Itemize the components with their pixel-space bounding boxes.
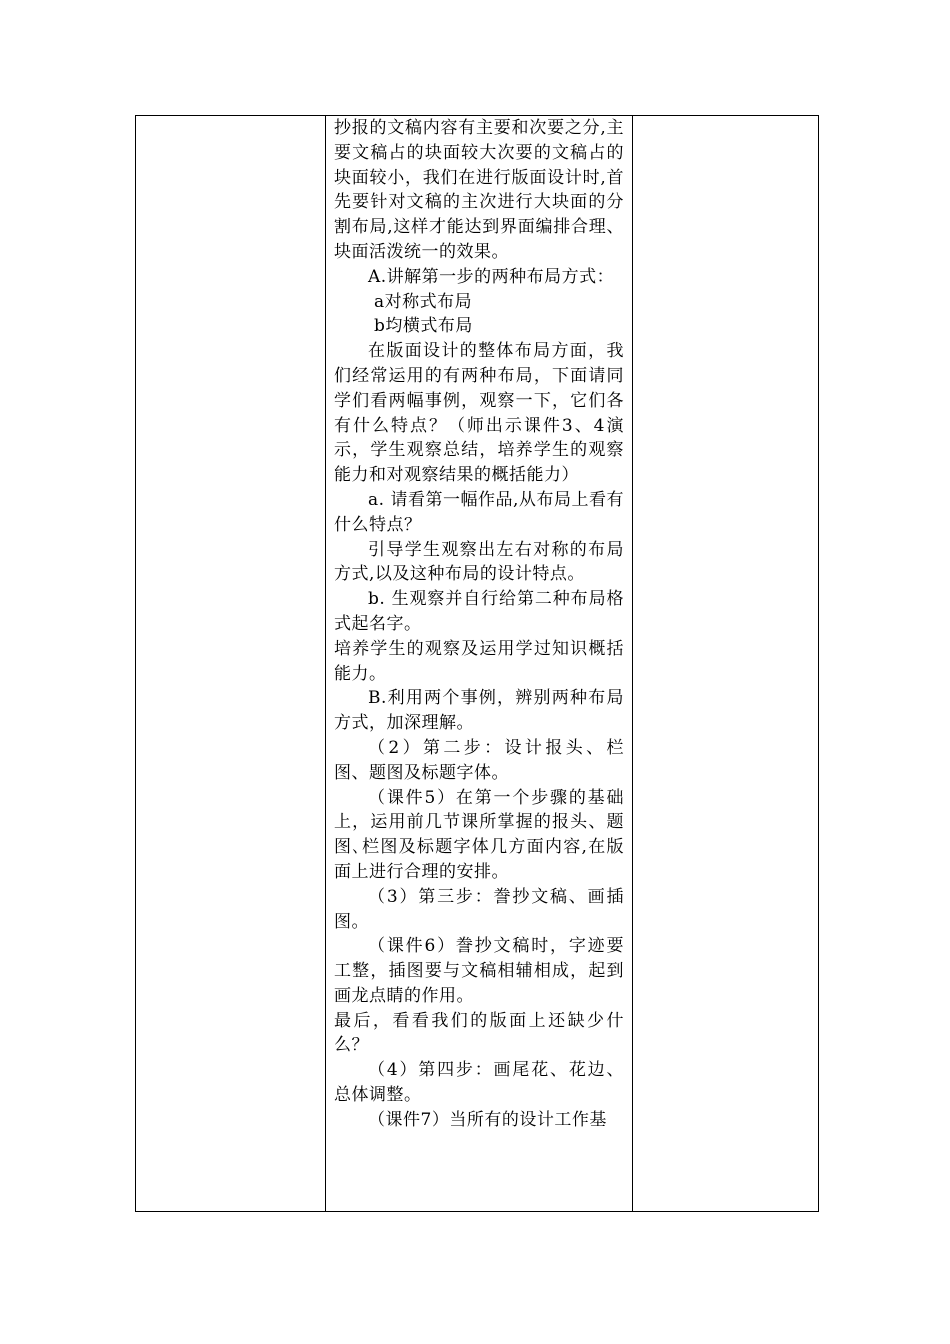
paragraph: （课件6）誊抄文稿时，字迹要工整，插图要与文稿相辅相成，起到画龙点睛的作用。 xyxy=(334,936,624,1006)
paragraph: b均横式布局 xyxy=(374,316,473,337)
paragraph: （2）第二步：设计报头、栏图、题图及标题字体。 xyxy=(334,737,624,783)
paragraph: （课件5）在第一个步骤的基础上，运用前几节课所掌握的报头、题图､栏图及标题字体几方面内容,在版面上进行合理的安排。 xyxy=(334,787,624,882)
left-column-cell xyxy=(136,116,326,1212)
paragraph: 引导学生观察出左右对称的布局方式,以及这种布局的设计特点。 xyxy=(334,539,624,585)
paragraph: B.利用两个事例，辨别两种布局方式，加深理解。 xyxy=(334,688,624,734)
table-row xyxy=(136,116,819,1212)
paragraph: （课件7）当所有的设计工作基 xyxy=(368,1109,607,1130)
lesson-table xyxy=(135,115,819,1212)
paragraph: 抄报的文稿内容有主要和次要之分,主要文稿占的块面较大次要的文稿占的块面较小，我们在进行版面设计时,首先要针对文稿的主次进行大块面的分割布局,这样才能达到界面编排合理、块面活泼统一的效果。 xyxy=(334,118,624,262)
paragraph: 培养学生的观察及运用学过知识概括能力。 xyxy=(334,638,624,684)
paragraph: a对称式布局 xyxy=(374,291,473,312)
paragraph: b. 生观察并自行给第二种布局格式起名字。 xyxy=(334,589,624,634)
paragraph: （4）第四步：画尾花、花边、总体调整。 xyxy=(334,1060,624,1106)
paragraph: （3）第三步：誊抄文稿、画插图。 xyxy=(334,886,624,932)
content-column-cell xyxy=(326,116,633,1212)
lesson-content xyxy=(326,116,632,1133)
paragraph: 在版面设计的整体布局方面，我们经常运用的有两种布局，下面请同学们看两幅事例，观察一下，它们各有什么特点？（师出示课件3、4演示，学生观察总结，培养学生的观察能力和对观察结果的概括能力） xyxy=(334,341,624,486)
paragraph: 最后，看看我们的版面上还缺少什么？ xyxy=(334,1010,624,1056)
paragraph: a. 请看第一幅作品,从布局上看有什么特点？ xyxy=(334,489,624,535)
paragraph: A.讲解第一步的两种布局方式： xyxy=(368,266,615,287)
right-column-cell xyxy=(633,116,819,1212)
